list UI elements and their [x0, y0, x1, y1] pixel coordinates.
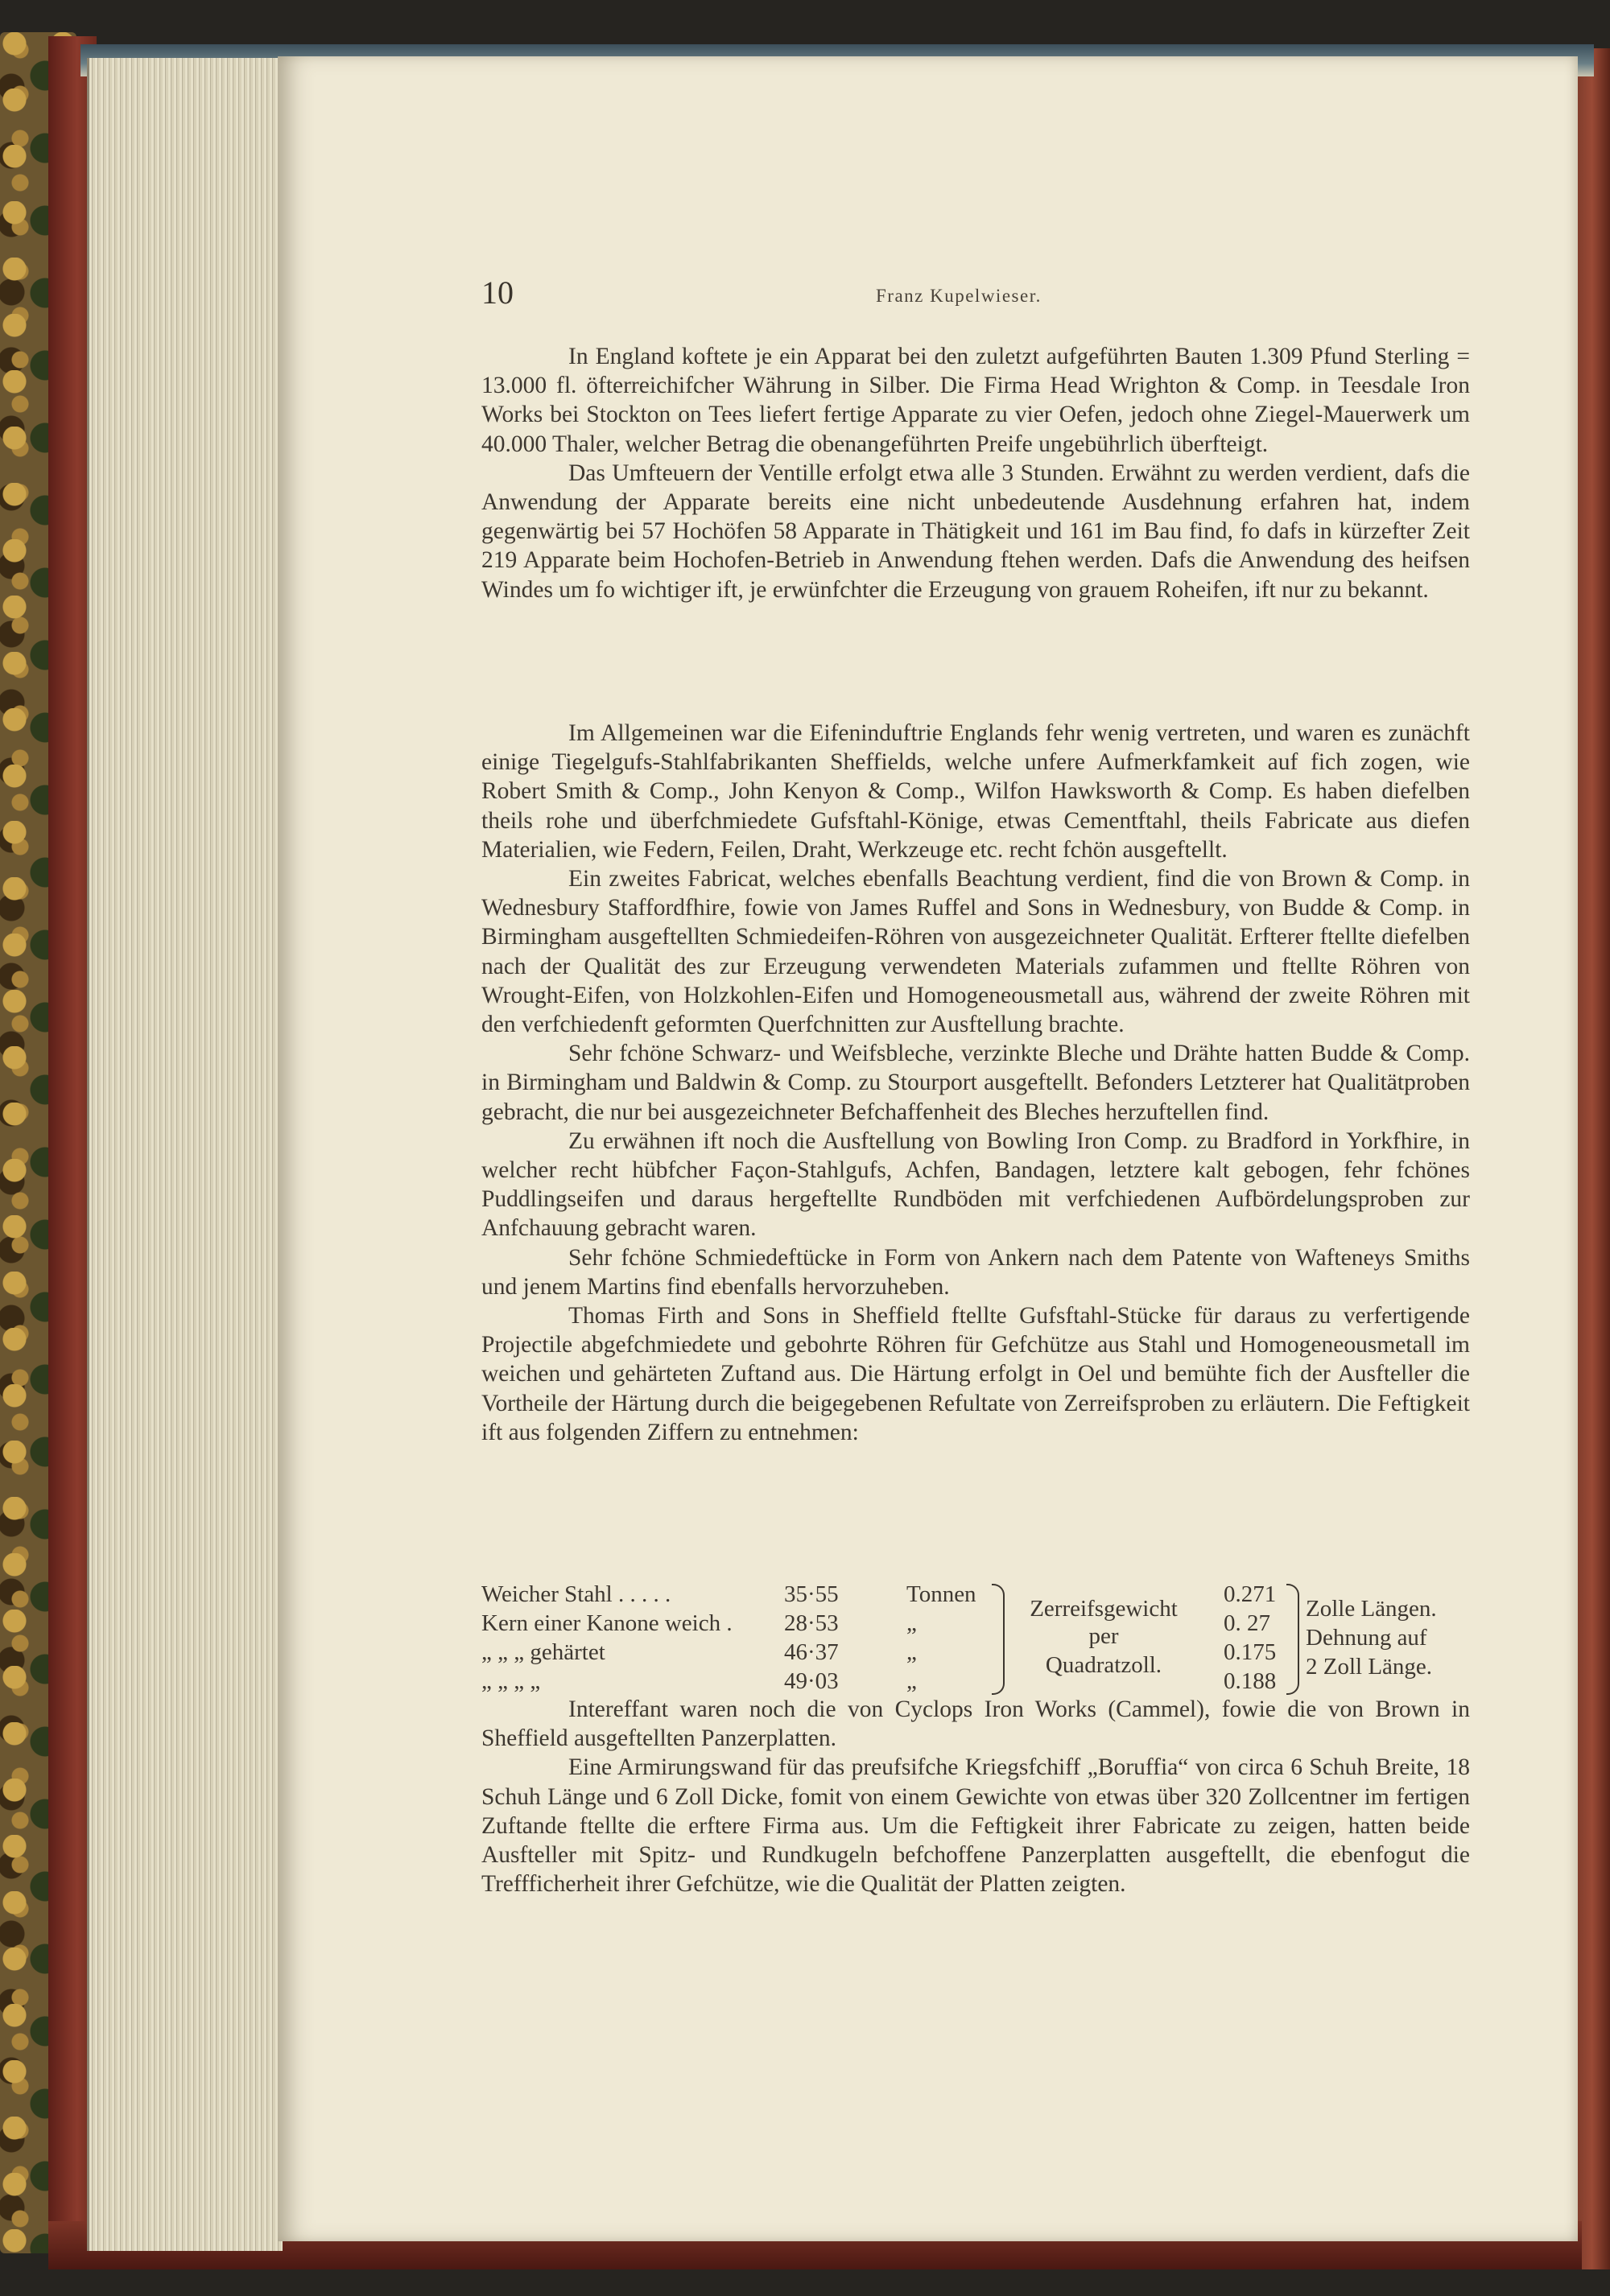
paragraph: Thomas Firth and Sons in Sheffield ftellte Gufsftahl-Stücke für daraus zu verfertigende Projectile abgefchmiedete und gebohrte Röhren für Gefchütze aus Stahl und Homogeneousmetall im weichen und gehärteten Zuftand aus. Die Härtung erfolgt in Oel und bemühte fich der Ausfteller die Vortheile der Härtung durch die beigegebenen Refultate von Zerreifsproben zu erläutern. Die Feftigkeit ift aus folgenden Ziffern zu entnehmen: — [481, 1303, 1470, 1445]
row-value: 28·53 — [784, 1610, 839, 1636]
ratio-value: 0.175 — [1224, 1639, 1277, 1665]
paragraph: Zu erwähnen ift noch die Ausftellung von Bowling Iron Comp. zu Bradford in Yorkfhire, in welcher recht hübfcher Façon-Stahlgufs, Achfen, Bandagen, letztere kalt gebogen, fehr fchönes Puddlingseifen und daraus hergeftellte Rundböden mit verfchiedenen Aufbördelungsproben zur Anfchauung gebracht waren. — [481, 1127, 1470, 1242]
text-block-bottom — [481, 1695, 1470, 1898]
right-label: Dehnung auf — [1306, 1625, 1427, 1651]
row-value: 49·03 — [784, 1668, 839, 1694]
text-block-top — [481, 342, 1470, 604]
middle-label: Quadratzoll. — [1045, 1652, 1162, 1678]
paragraph: Eine Armirungswand für das preufsifche Kriegsfchiff „Boruffia“ von circa 6 Schuh Breite, 18 Schuh Länge und 6 Zoll Dicke, fomit von einem Gewichte von etwas über 320 Zollcentner im fertigen Zuftande ftellte die erftere Firma aus. Um die Feftigkeit ihrer Fabricate zu zeigen, hatten beide Ausfteller mit Spitz- und Rundkugeln befchoffene Panzerplatten ausgeftellt, die ebenfogut die Treffficherheit ihrer Gefchütze, wie die Qualität der Platten zeigten. — [481, 1754, 1470, 1898]
running-title: Franz Kupelwieser. — [876, 286, 1042, 306]
paragraph: Im Allgemeinen war die Eifeninduftrie Englands fehr wenig vertreten, und waren es zunächft einige Tiegelgufs-Stahlfabrikanten Sheffields, welche unfere Aufmerkfamkeit auf fich zogen, wie Robert Smith & Comp., John Kenyon & Comp., Wilfon Hawksworth & Comp. Es haben diefelben theils rohe und überfchmiedete Gufsftahl-Könige, etwas Cementftahl, theils Fabricate aus diefen Materialien, wie Federn, Feilen, Draht, Werkzeuge etc. recht fchön ausgeftellt. — [481, 720, 1470, 863]
middle-label: Zerreifsgewicht — [1030, 1596, 1178, 1622]
paragraph: Intereffant waren noch die von Cyclops Iron Works (Cammel), fowie die von Brown in Sheffield ausgeftellten Panzerplatten. — [481, 1696, 1470, 1752]
row-value: 35·55 — [784, 1581, 839, 1607]
row-label: „ „ „ „ — [481, 1668, 541, 1694]
page-number: 10 — [481, 274, 514, 311]
paragraph: Das Umfteuern der Ventille erfolgt etwa alle 3 Stunden. Erwähnt zu werden verdient, dafs die Anwendung der Apparate bereits eine nicht unbedeutende Ausdehnung erfahren hat, indem gegenwärtig bei 57 Hochöfen 58 Apparate in Thätigkeit und 161 im Bau find, fo dafs in kürzefter Zeit 219 Apparate beim Hochofen-Betrieb in Anwendung ftehen werden. Dafs die Anwendung des heifsen Windes um fo wichtiger ift, je erwünfchter die Erzeugung von grauem Roheifen, ift nur zu bekannt. — [481, 460, 1470, 603]
row-value: 46·37 — [784, 1639, 839, 1665]
ratio-value: 0. 27 — [1224, 1610, 1270, 1636]
ratio-value: 0.271 — [1224, 1581, 1277, 1607]
row-unit: „ — [906, 1610, 917, 1636]
strength-table — [481, 1581, 1476, 1697]
middle-label: per — [1088, 1623, 1119, 1649]
ratio-value: 0.188 — [1224, 1668, 1277, 1694]
paragraph: In England koftete je ein Apparat bei den zuletzt aufgeführten Bauten 1.309 Pfund Sterling = 13.000 fl. öfterreichifcher Währung in Silber. Die Firma Head Wrighton & Comp. in Teesdale Iron Works bei Stockton on Tees liefert fertige Apparate zu vier Oefen, jedoch ohne Ziegel-Mauerwerk um 40.000 Thaler, welcher Betrag die obenangeführten Preife ungebührlich überfteigt. — [481, 344, 1470, 457]
row-label: Kern einer Kanone weich . — [481, 1610, 733, 1636]
right-label: Zolle Längen. — [1306, 1596, 1437, 1622]
paragraph: Sehr fchöne Schmiedeftücke in Form von Ankern nach dem Patente von Wafteneys Smiths und jenem Martins find ebenfalls hervorzuheben. — [481, 1244, 1470, 1300]
paragraph: Sehr fchöne Schwarz- und Weifsbleche, verzinkte Bleche und Drähte hatten Budde & Comp. in Birmingham und Baldwin & Comp. zu Stourport ausgeftellt. Befonders Letzterer hat Qualitätproben gebracht, die nur bei ausgezeichneter Befchaffenheit des Bleches herzuftellen find. — [481, 1041, 1470, 1125]
row-unit: Tonnen — [906, 1581, 976, 1607]
row-unit: „ — [906, 1639, 917, 1665]
text-block-middle — [481, 719, 1470, 1447]
row-label: „ „ „ gehärtet — [481, 1639, 605, 1665]
right-label: 2 Zoll Länge. — [1306, 1654, 1433, 1680]
row-label: Weicher Stahl . . . . . — [481, 1581, 671, 1607]
book-cover-right — [1574, 48, 1610, 2269]
row-unit: „ — [906, 1668, 917, 1694]
page-edges — [87, 58, 283, 2251]
right-brace — [1286, 1584, 1299, 1695]
paragraph: Ein zweites Fabricat, welches ebenfalls Beachtung verdient, find die von Brown & Comp. in Wednesbury Staffordfhire, fowie von James Ruffel and Sons in Wednesbury, von Budde & Comp. in Birmingham ausgeftellten Schmiedeifen-Röhren von ausgezeichneter Qualität. Erfterer ftellte diefelben nach der Qualität des zur Erzeugung verwendeten Materials zufammen und ftellte Röhren von Wrought-Eifen, von Holzkohlen-Eifen und Homogeneousmetall aus, während der zweite Röhren mit den verfchiedenft geformten Querfchnitten zur Ausftellung brachte. — [481, 866, 1470, 1038]
